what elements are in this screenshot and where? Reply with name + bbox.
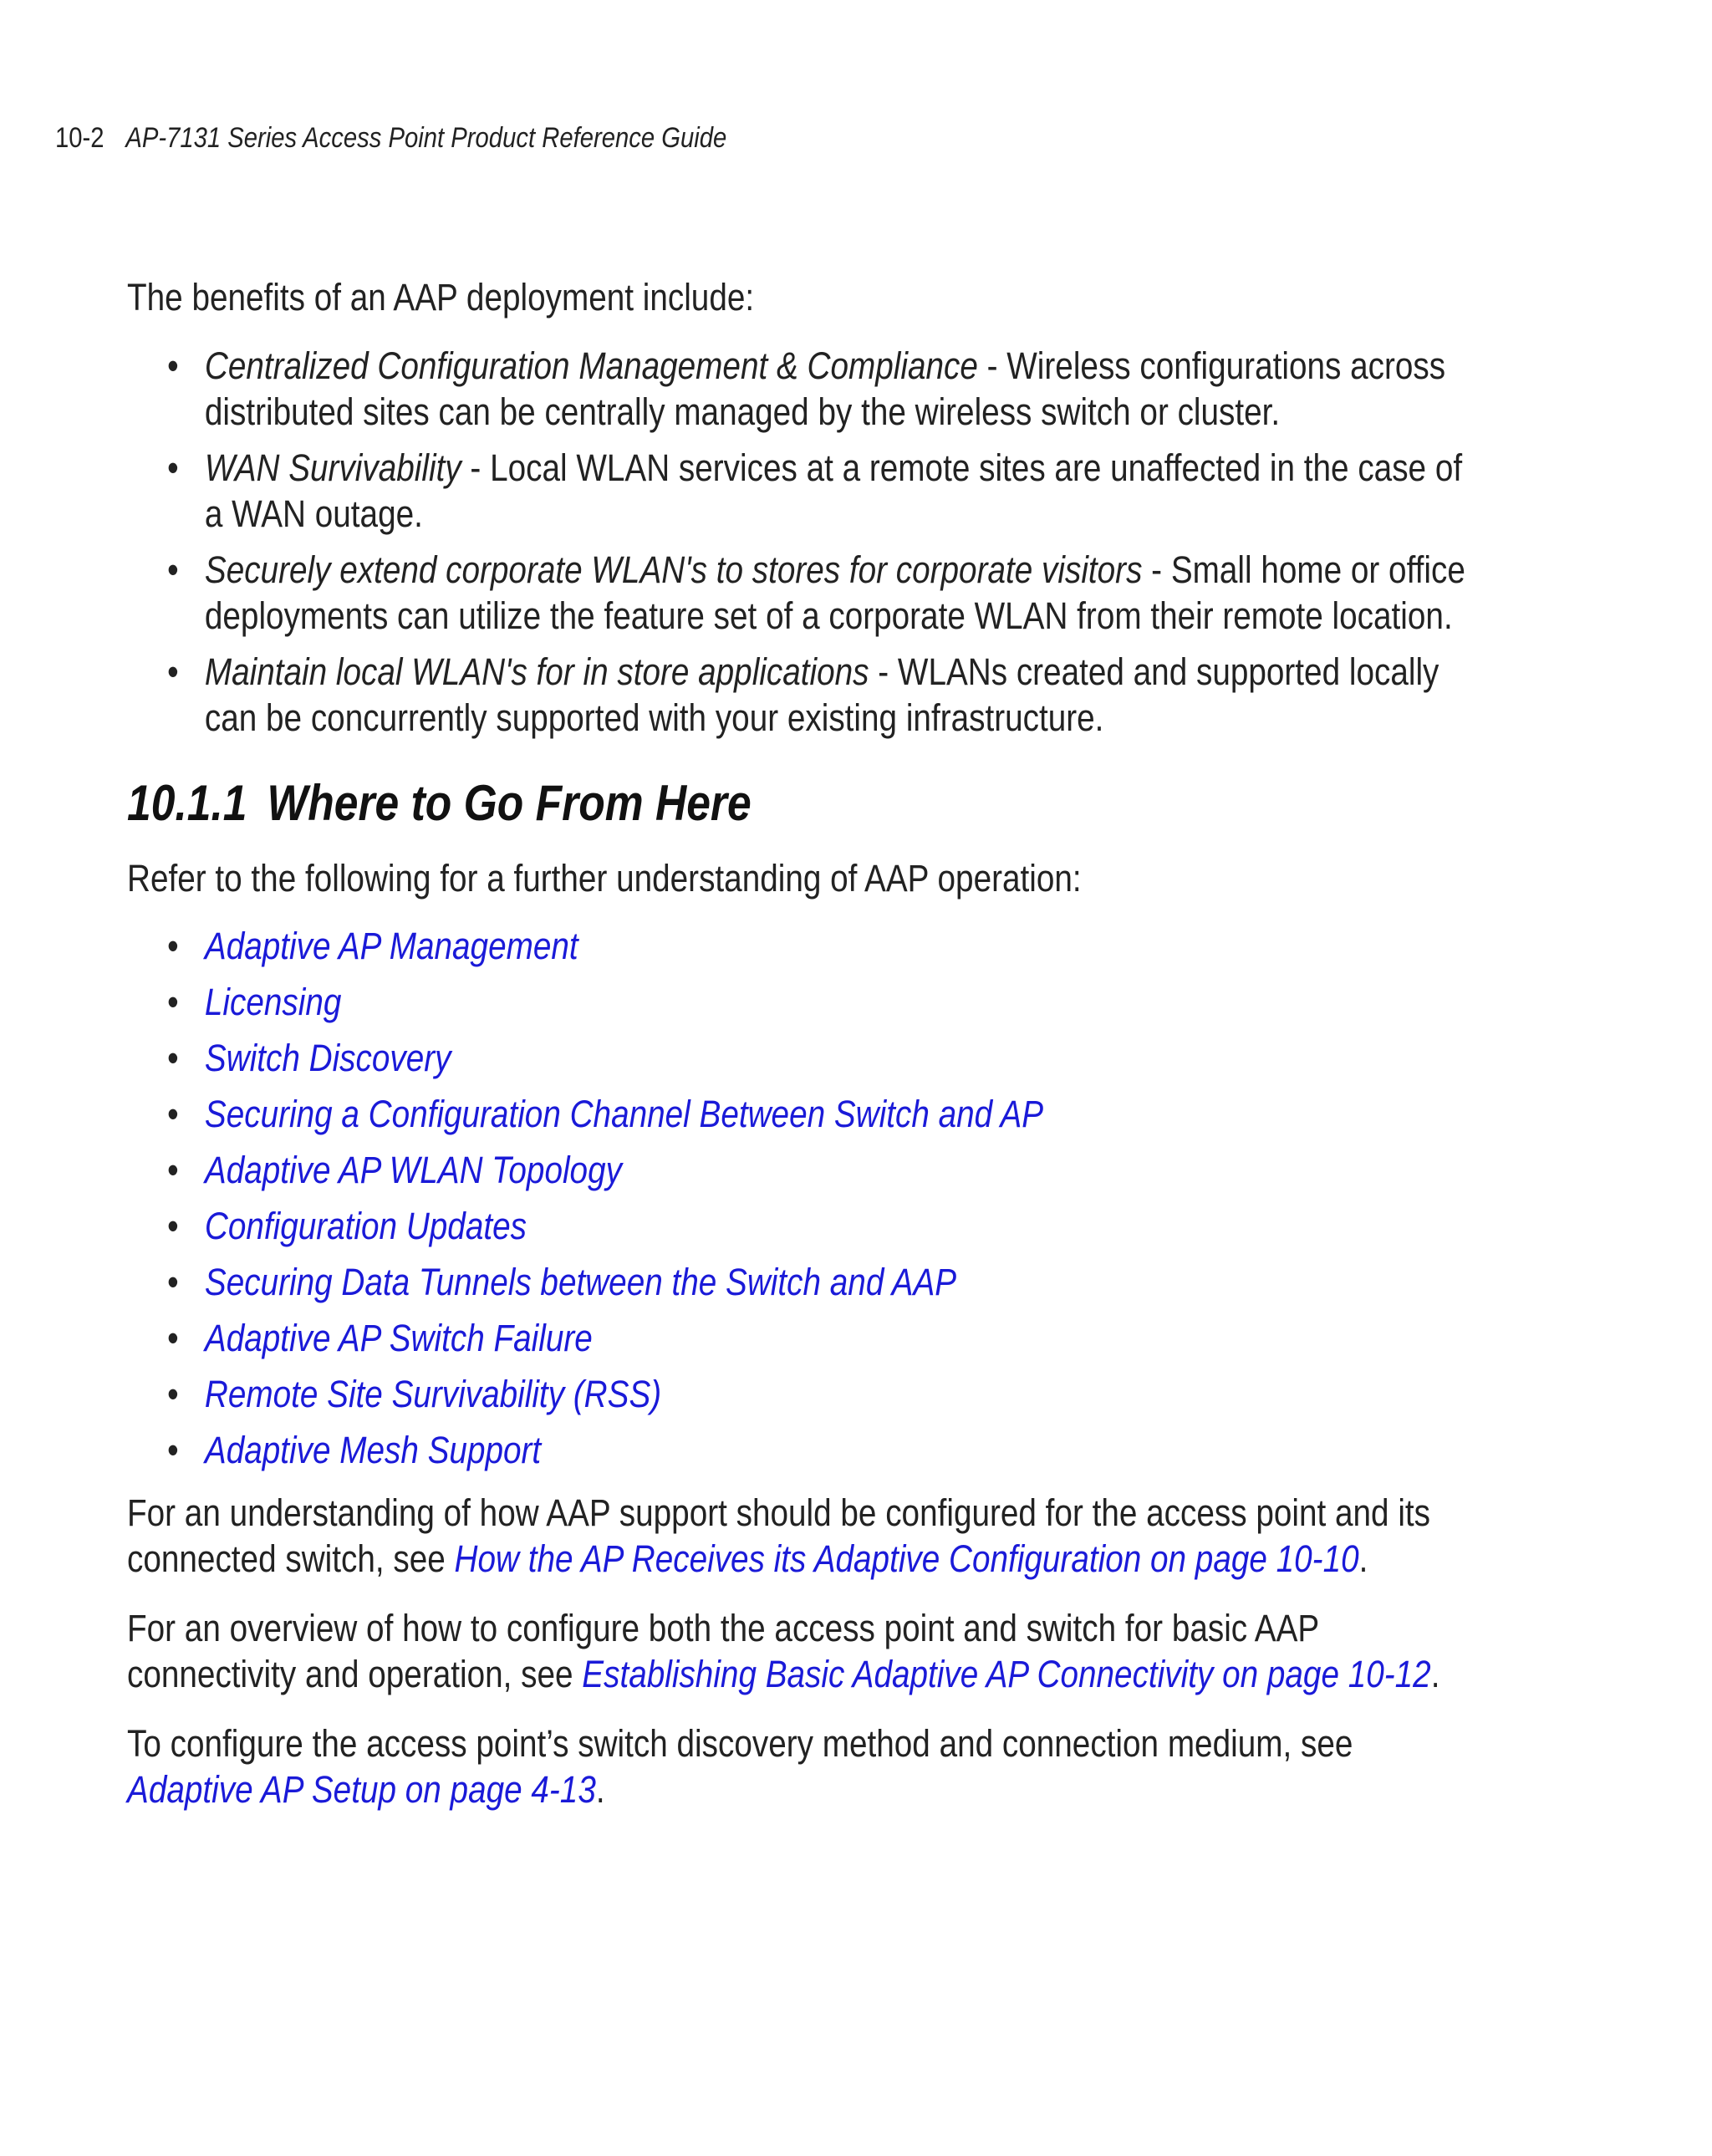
paragraph-text: For an overview of how to configure both the access point and switch for basic AAP connectivity and operation, see bbox=[127, 1607, 1319, 1695]
link-securing-data-tunnels[interactable]: Securing Data Tunnels between the Switch and AAP bbox=[204, 1261, 957, 1303]
paragraph-switch-discovery bbox=[127, 1720, 1479, 1812]
list-item bbox=[127, 1371, 1479, 1417]
link-establishing-basic-connectivity[interactable]: Establishing Basic Adaptive AP Connectivity on page 10-12 bbox=[582, 1653, 1431, 1695]
list-item bbox=[127, 1259, 1479, 1305]
bullet-icon: • bbox=[167, 1093, 179, 1135]
paragraph-basic-connectivity bbox=[127, 1605, 1479, 1697]
list-item bbox=[127, 923, 1479, 969]
page-header bbox=[55, 120, 726, 155]
link-adaptive-ap-wlan-topology[interactable]: Adaptive AP WLAN Topology bbox=[204, 1149, 622, 1191]
paragraph-end: . bbox=[595, 1768, 605, 1811]
bullet-icon: • bbox=[167, 1373, 179, 1415]
link-adaptive-ap-management[interactable]: Adaptive AP Management bbox=[204, 925, 578, 967]
page-number: 10-2 bbox=[55, 122, 104, 154]
list-item bbox=[127, 1427, 1479, 1473]
paragraph-end: . bbox=[1358, 1537, 1368, 1580]
page-content bbox=[127, 274, 1479, 1836]
list-item bbox=[127, 1203, 1479, 1249]
list-item bbox=[127, 979, 1479, 1025]
list-item bbox=[127, 1147, 1479, 1193]
benefit-term: Securely extend corporate WLAN's to stores for corporate visitors bbox=[204, 548, 1143, 591]
link-securing-configuration-channel[interactable]: Securing a Configuration Channel Between Switch and AP bbox=[204, 1093, 1044, 1135]
links-list bbox=[127, 923, 1479, 1473]
list-item bbox=[127, 343, 1479, 435]
section-intro: Refer to the following for a further understanding of AAP operation: bbox=[127, 857, 1082, 900]
guide-title: AP-7131 Series Access Point Product Reference Guide bbox=[125, 122, 727, 154]
bullet-icon: • bbox=[167, 650, 179, 693]
bullet-icon: • bbox=[167, 548, 179, 591]
benefit-term: WAN Survivability bbox=[204, 446, 461, 489]
bullet-icon: • bbox=[167, 1205, 179, 1247]
benefit-text: - Local WLAN services at a remote sites are unaffected in the case of a WAN outage. bbox=[204, 446, 1463, 535]
bullet-icon: • bbox=[167, 981, 179, 1023]
link-remote-site-survivability[interactable]: Remote Site Survivability (RSS) bbox=[204, 1373, 662, 1415]
benefit-term: Maintain local WLAN's for in store applications bbox=[204, 650, 869, 693]
benefit-term: Centralized Configuration Management & Compliance bbox=[204, 344, 978, 387]
paragraph-text: For an understanding of how AAP support should be configured for the access point and its connected switch, see bbox=[127, 1491, 1431, 1580]
paragraph-end: . bbox=[1430, 1653, 1440, 1695]
paragraph-text: To configure the access point’s switch discovery method and connection medium, see bbox=[127, 1722, 1353, 1765]
section-title: Where to Go From Here bbox=[267, 775, 752, 831]
bullet-icon: • bbox=[167, 925, 179, 967]
link-licensing[interactable]: Licensing bbox=[204, 981, 342, 1023]
bullet-icon: • bbox=[167, 1037, 179, 1079]
section-heading bbox=[127, 774, 1479, 833]
link-adaptive-mesh-support[interactable]: Adaptive Mesh Support bbox=[204, 1429, 542, 1471]
link-switch-discovery[interactable]: Switch Discovery bbox=[204, 1037, 451, 1079]
link-how-ap-receives-configuration[interactable]: How the AP Receives its Adaptive Configuration on page 10-10 bbox=[454, 1537, 1359, 1580]
bullet-icon: • bbox=[167, 1261, 179, 1303]
list-item bbox=[127, 445, 1479, 537]
benefits-list bbox=[127, 343, 1479, 741]
paragraph-adaptive-configuration bbox=[127, 1490, 1479, 1582]
bullet-icon: • bbox=[167, 1149, 179, 1191]
benefits-intro: The benefits of an AAP deployment include: bbox=[127, 276, 755, 319]
link-adaptive-ap-switch-failure[interactable]: Adaptive AP Switch Failure bbox=[204, 1317, 593, 1359]
link-adaptive-ap-setup[interactable]: Adaptive AP Setup on page 4-13 bbox=[127, 1768, 596, 1811]
list-item bbox=[127, 649, 1479, 741]
bullet-icon: • bbox=[167, 446, 179, 489]
benefit-text: - Small home or office deployments can utilize the feature set of a corporate WLAN from their remote location. bbox=[204, 548, 1465, 637]
benefit-text: - WLANs created and supported locally can be concurrently supported with your existing infrastructure. bbox=[204, 650, 1439, 739]
link-configuration-updates[interactable]: Configuration Updates bbox=[204, 1205, 527, 1247]
list-item bbox=[127, 1091, 1479, 1137]
bullet-icon: • bbox=[167, 1317, 179, 1359]
section-number: 10.1.1 bbox=[127, 775, 247, 831]
list-item bbox=[127, 1035, 1479, 1081]
bullet-icon: • bbox=[167, 1429, 179, 1471]
bullet-icon: • bbox=[167, 344, 179, 387]
benefit-text: - Wireless configurations across distributed sites can be centrally managed by the wireless switch or cluster. bbox=[204, 344, 1446, 433]
list-item bbox=[127, 1315, 1479, 1361]
list-item bbox=[127, 547, 1479, 639]
